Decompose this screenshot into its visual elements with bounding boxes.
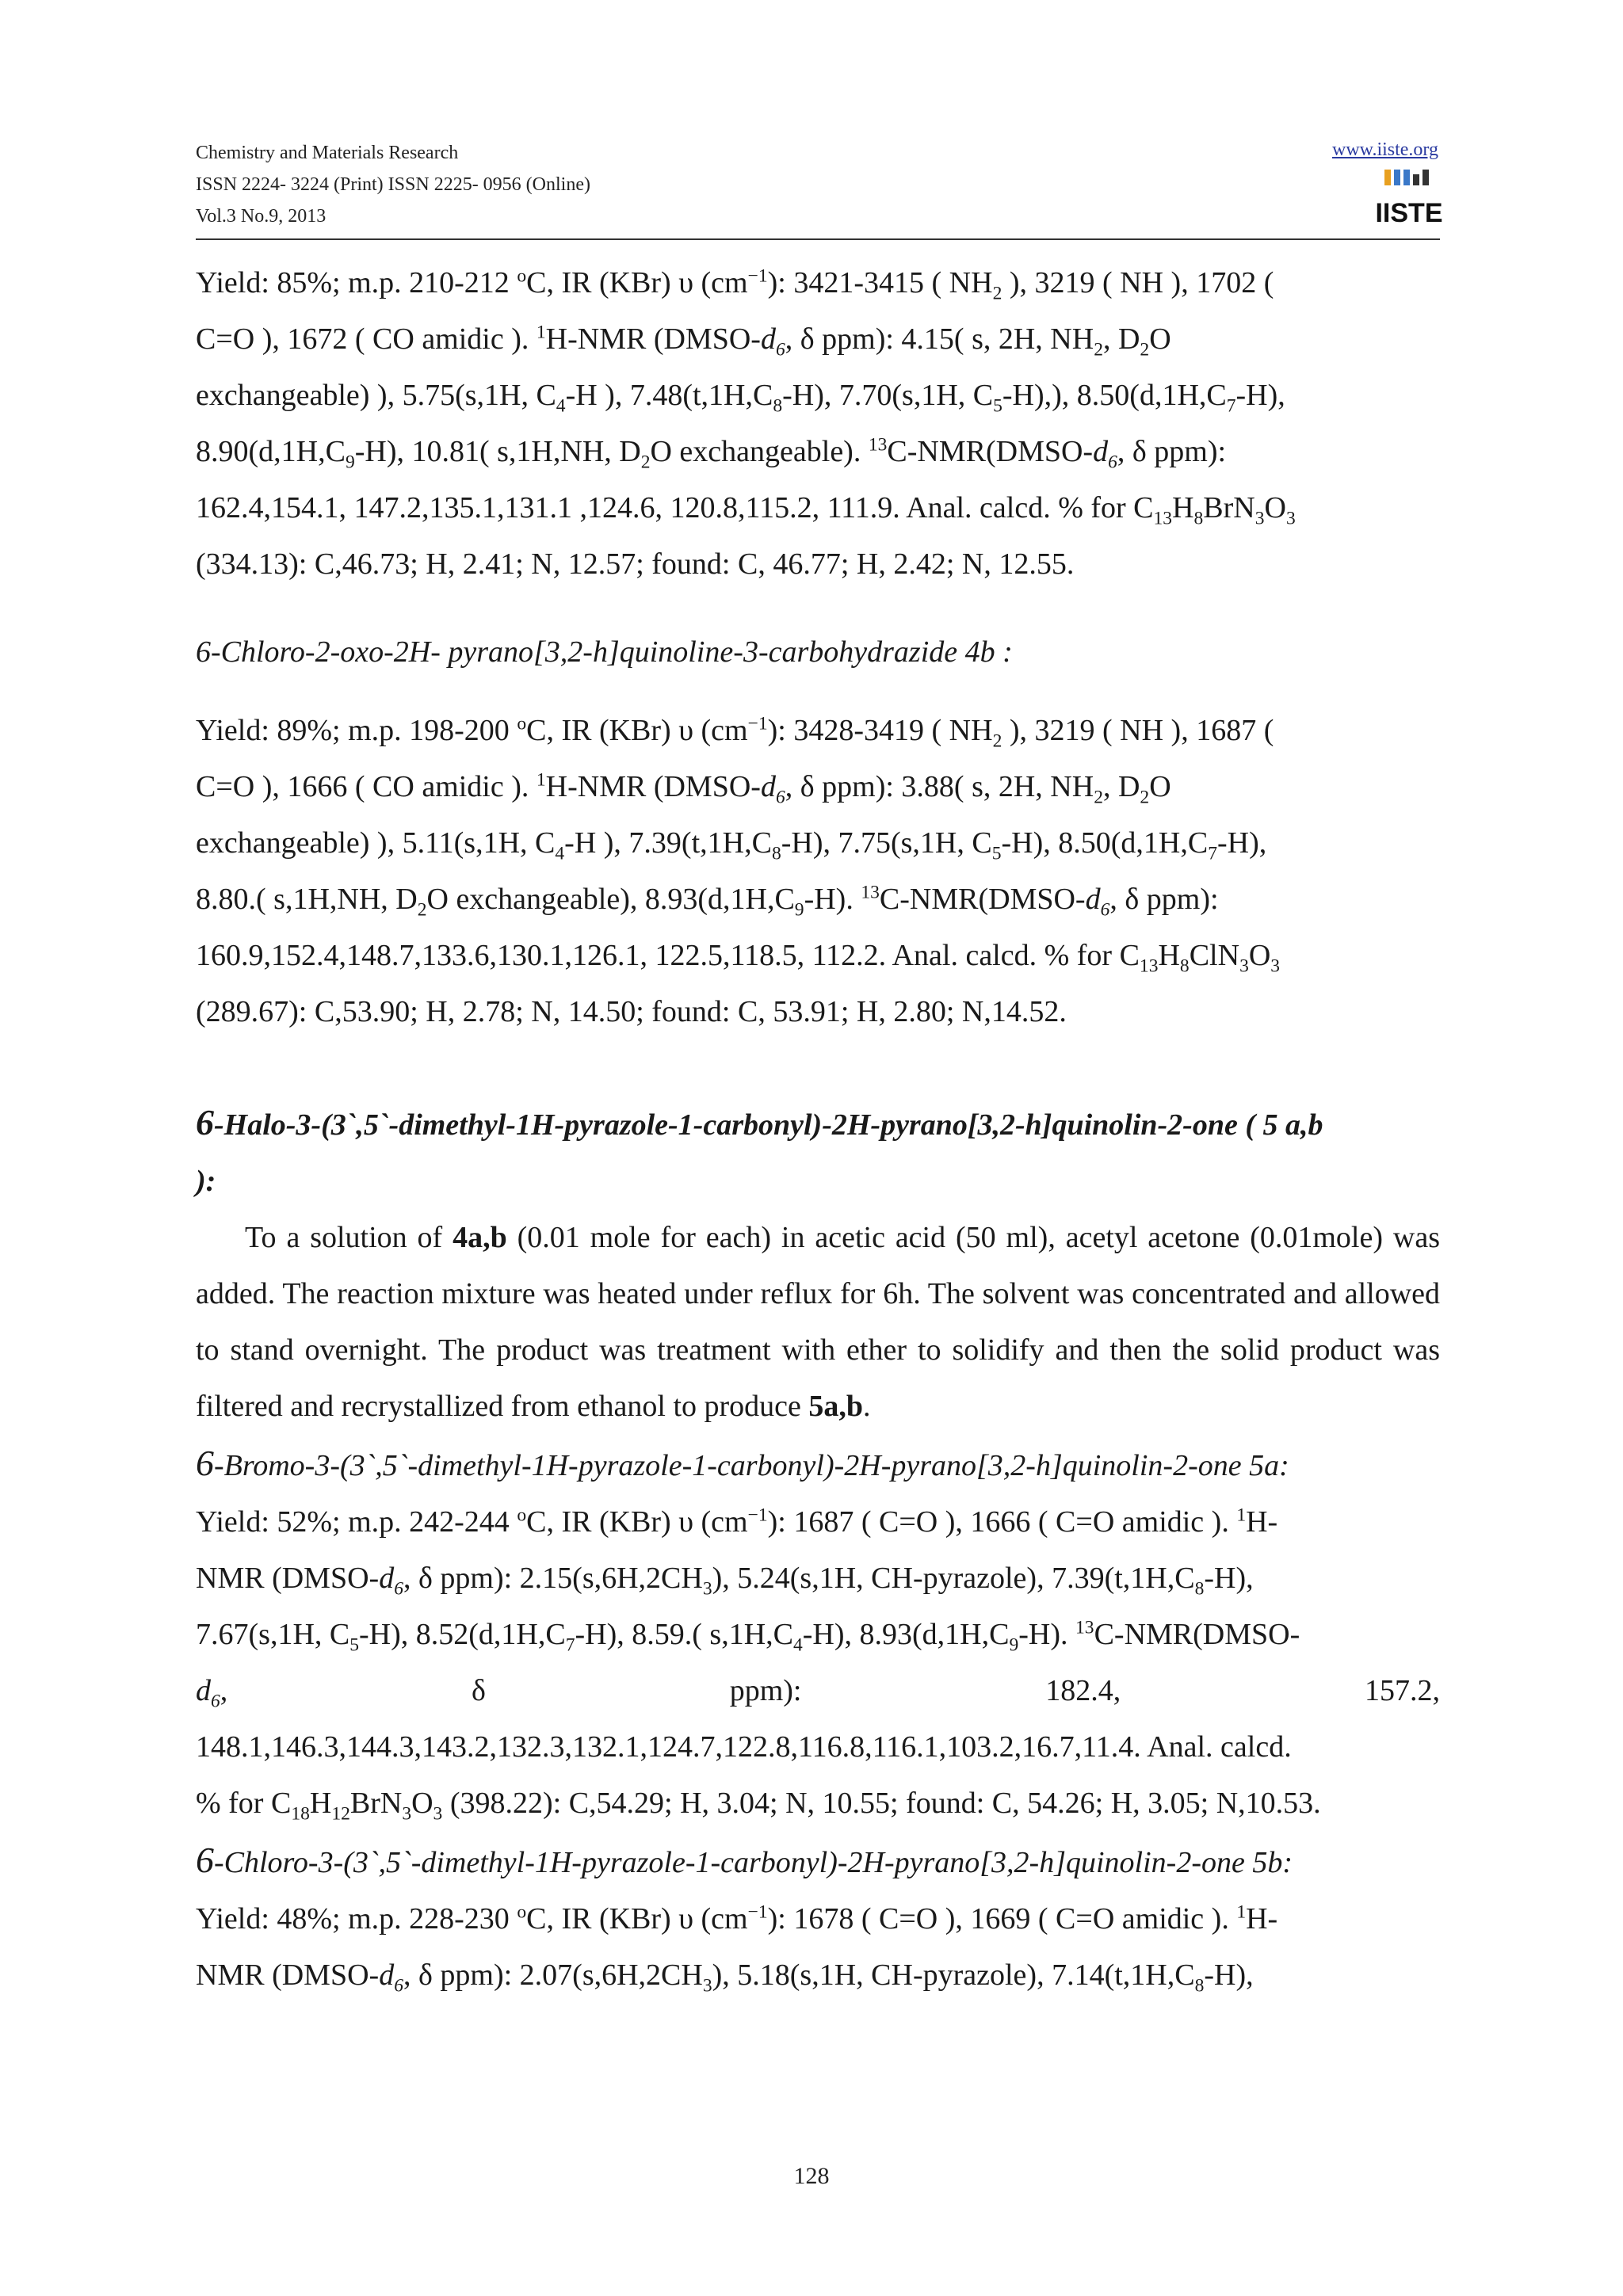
- page-number: 128: [793, 2163, 830, 2189]
- journal-url-link[interactable]: www.iiste.org: [1332, 139, 1438, 160]
- iiste-logo-icon: [1375, 168, 1443, 230]
- svg-text:IISTE: IISTE: [1375, 198, 1443, 228]
- paragraph-5b-data: Yield: 48%; m.p. 228-230 $^o$C, IR (KBr) υ $(cm^{-1})$: 1678 ( C=O ), 1669 ( C=O amidic ). $^1$H- NMR ($DMSO-d_6$, δ ppm): $2.07(s,6H,2CH_3)$, 5.18(s,1H, CH-pyrazole), $7.14(t,1H,C_8-H)$,: [196, 1901, 1278, 1997]
- paragraph-4a-data: Yield: 85%; m.p. 210-212 $^o$C, IR (KBr) υ $(cm^{-1})$: 3421-3415 ( $NH_2$ ), 3219 ( NH ), 1702 ( C=O ), 1672 ( CO amidic ). $^1$H-NMR ($DMSO-d_6$, δ ppm): 4.15( s, 2H, $NH_2$, $D_2O$ exchangeable) ), 5.75(s,1H, $C_4-H$ ), $7.48(t,1H,C_8-H)$, 7.70(s,1H, $C_5-H$),), $8.50(d,1H,C_7-H)$, $8.90(d,1H,C_9-H)$, 10.81( s,1H,NH, $D_2O$ exchangeable). $^{13}C-NMR(DMSO-d_6$, δ ppm): 162.4,154.1, 147.2,135.1,131.1 ,124.6, 120.8,115.2, 111.9. Anal. calcd. % for $C_{13}H_8BrN_3O_3$ (334.13): C,46.73; H, 2.41; N, 12.57; found: C, 46.77; H, 2.42; N, 12.55.: [196, 265, 1296, 581]
- compound-5ab-title: 6-Halo-3-(3`,5`-dimethyl-1H-pyrazole-1-carbonyl)-2H-pyrano[3,2-h]quinolin-2-one ( 5 a,b ):: [196, 1102, 1323, 1198]
- paragraph-5ab-procedure: To a solution of 4a,b (0.01 mole for each) in acetic acid (50 ml), acetyl acetone (0.01mole) was added. The reaction mixture was heated under reflux for 6h. The solvent was concentrated and allowed to stand overnight. The product was treatment with ether to solidify and then the solid product was filtered and recrystallized from ethanol to produce 5a,b.: [196, 1221, 1440, 1423]
- compound-5b-title: 6-Chloro-3-(3`,5`-dimethyl-1H-pyrazole-1-carbonyl)-2H-pyrano[3,2-h]quinolin-2-one 5b:: [196, 1840, 1293, 1880]
- compound-4b-title: 6-Chloro-2-oxo-2H- pyrano[3,2-h]quinoline-3-carbohydrazide 4b :: [196, 635, 1013, 669]
- paragraph-5a-data: Yield: 52%; m.p. 242-244 $^o$C, IR (KBr) υ $(cm^{-1})$: 1687 ( C=O ), 1666 ( C=O amidic ). $^1$H- NMR ($DMSO-d_6$, δ ppm): $2.15(s,6H,2CH_3)$, 5.24(s,1H, CH-pyrazole), $7.39(t,1H,C_8-H)$, 7.67(s,1H, $C_5-H$), $8.52(d,1H,C_7-H)$, 8.59.( $s,1H,C_4-H$), $8.93(d,1H,C_9-H)$. $^{13}$C-NMR(DMSO- $d_6$, δ ppm): 182.4, 157.2, 148.1,146.3,144.3,143.2,132.3,132.1,124.7,122.8,116.8,116.1,103.2,16.7,11.4. Anal. calcd. % for $C_{18}H_{12}BrN_3O_3$ (398.22): C,54.29; H, 3.04; N, 10.55; found: C, 54.26; H, 3.05; N,10.53.: [196, 1505, 1440, 1825]
- page-body: [196, 255, 1440, 2004]
- compound-5a-title: 6-Bromo-3-(3`,5`-dimethyl-1H-pyrazole-1-carbonyl)-2H-pyrano[3,2-h]quinolin-2-one 5a:: [196, 1443, 1289, 1483]
- journal-issn: ISSN 2224- 3224 (Print) ISSN 2225- 0956 (Online): [196, 174, 590, 195]
- header-divider: [196, 238, 1440, 240]
- paragraph-4b-data: Yield: 89%; m.p. 198-200 $^o$C, IR (KBr) υ $(cm^{-1})$: 3428-3419 ( $NH_2$ ), 3219 ( NH ), 1687 ( C=O ), 1666 ( CO amidic ). $^1$H-NMR ($DMSO-d_6$, δ ppm): 3.88( s, 2H, $NH_2$, $D_2O$ exchangeable) ), 5.11(s,1H, $C_4-H$ ), $7.39(t,1H,C_8-H)$, 7.75(s,1H, $C_5-H$), $8.50(d,1H,C_7-H)$, 8.80.( s,1H,NH, $D_2O$ exchangeable), $8.93(d,1H,C_9-H)$. $^{13}C-NMR(DMSO-d_6$, δ ppm): 160.9,152.4,148.7,133.6,130.1,126.1, 122.5,118.5, 112.2. Anal. calcd. % for $C_{13}H_8ClN_3O_3$ (289.67): C,53.90; H, 2.78; N, 14.50; found: C, 53.91; H, 2.80; N,14.52.: [196, 713, 1281, 1028]
- page-header: [196, 133, 1443, 240]
- journal-name: Chemistry and Materials Research: [196, 143, 459, 163]
- journal-volume: Vol.3 No.9, 2013: [196, 206, 327, 227]
